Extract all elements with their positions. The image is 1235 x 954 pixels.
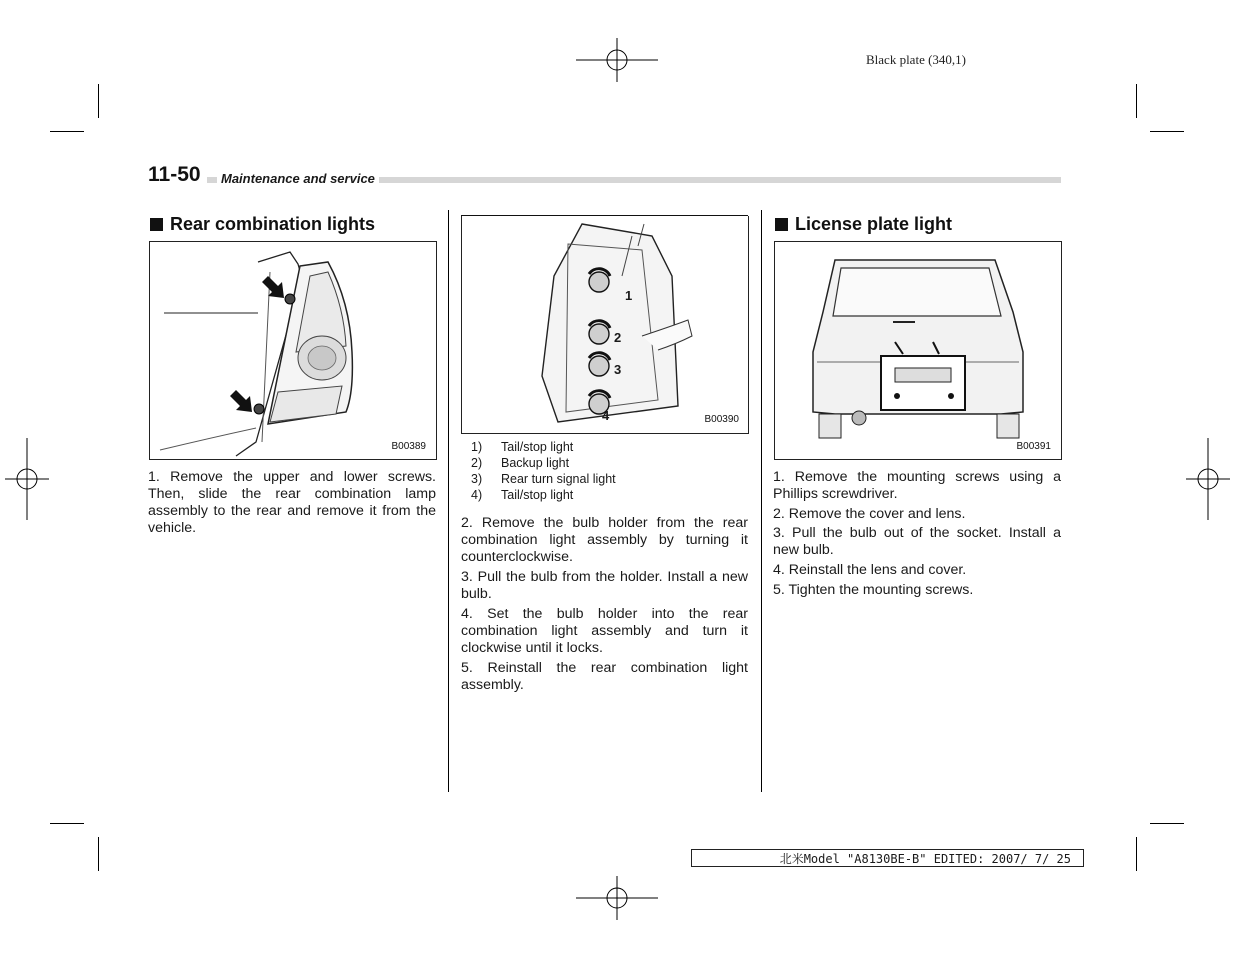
license-plate-light-heading [775, 213, 952, 235]
plate-label: Black plate (340,1) [866, 52, 966, 67]
legend-item: 1) Tail/stop light [471, 440, 574, 454]
edit-info-footer: 北米Model "A8130BE-B" EDITED: 2007/ 7/ 25 [691, 849, 1084, 867]
rear-lamp-illustration [150, 242, 436, 459]
license-plate-figure [774, 241, 1062, 460]
figure-code: B00390 [704, 414, 739, 425]
callout-2: 2 [614, 330, 622, 345]
column-divider-left [448, 210, 449, 792]
heading-square-icon [150, 218, 163, 231]
step-2-text: 2. Remove the bulb holder from the rear combination light assembly by turning it counterclockwise. [461, 515, 748, 565]
step-1-text: 1. Remove the upper and lower screws. Then, slide the rear combination lamp assembly to the rear and remove it from the vehicle. [148, 469, 436, 536]
step-4-text: 4. Reinstall the lens and cover. [773, 562, 967, 578]
registration-target-left [5, 438, 49, 520]
registration-target-top [576, 38, 658, 82]
legend-item: 2) Backup light [471, 456, 570, 470]
bulb-legend [461, 439, 748, 503]
step-2-text: 2. Remove the cover and lens. [773, 506, 966, 522]
step-3-text: 3. Pull the bulb from the holder. Install a new bulb. [461, 569, 748, 602]
figure-code: B00389 [391, 441, 426, 452]
step-3-text: 3. Pull the bulb out of the socket. Install a new bulb. [773, 525, 1061, 558]
section-title: Maintenance and service [217, 171, 379, 186]
figure-code: B00391 [1016, 441, 1051, 452]
step-4-text: 4. Set the bulb holder into the rear combination light assembly and turn it clockwise until it locks. [461, 606, 748, 656]
bulb-holder-figure [461, 216, 749, 434]
rear-lamp-removal-figure [149, 241, 437, 460]
callout-3: 3 [614, 362, 622, 377]
heading-text: License plate light [795, 214, 953, 234]
step-1-text: 1. Remove the mounting screws using a Phillips screwdriver. [773, 469, 1061, 502]
rear-combination-lights-heading [150, 213, 375, 235]
upper-arrow-icon [262, 276, 284, 298]
lower-arrow-icon [230, 390, 252, 412]
registration-target-right [1186, 438, 1230, 520]
heading-text: Rear combination lights [170, 214, 376, 234]
vehicle-rear-illustration [775, 242, 1061, 459]
step-5-text: 5. Tighten the mounting screws. [773, 582, 974, 598]
heading-square-icon [775, 218, 788, 231]
callout-1: 1 [625, 288, 633, 303]
legend-item: 4) Tail/stop light [471, 488, 574, 502]
bulb-holder-illustration [462, 216, 748, 433]
page-number: 11-50 [148, 163, 207, 187]
callout-4: 4 [602, 408, 610, 423]
column-divider-right [761, 210, 762, 792]
step-5-text: 5. Reinstall the rear combination light assembly. [461, 660, 748, 693]
registration-target-bottom [576, 876, 658, 920]
legend-item: 3) Rear turn signal light [471, 472, 616, 486]
